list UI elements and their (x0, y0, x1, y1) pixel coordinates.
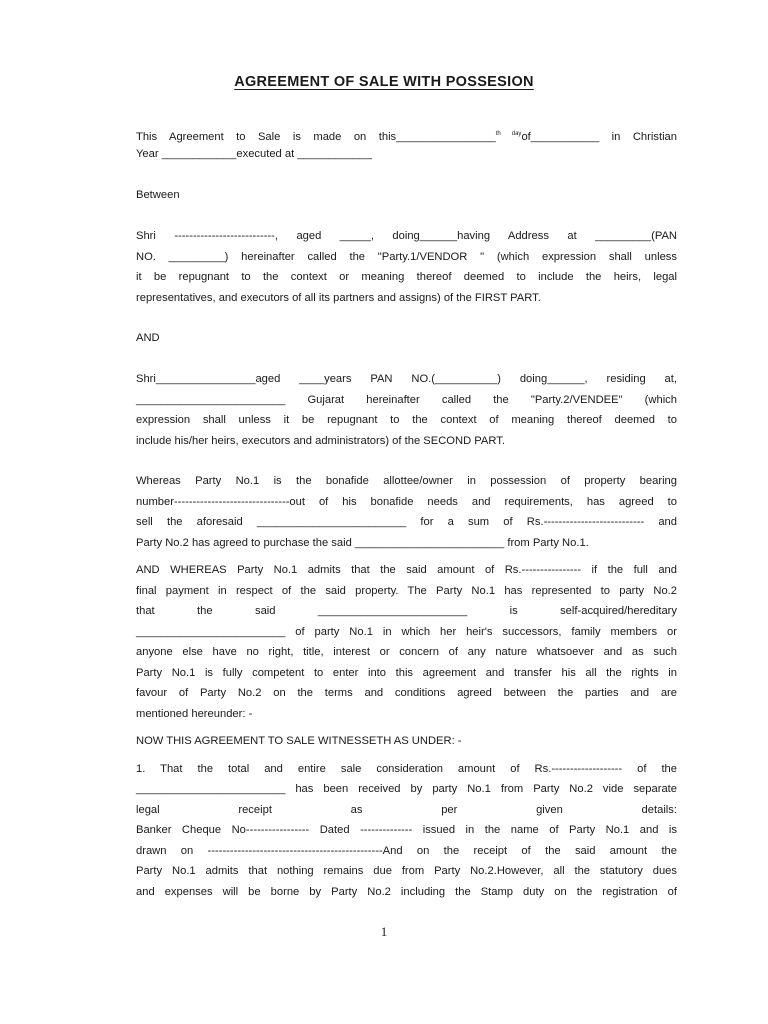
whereas-line-1: Whereas Party No.1 is the bonafide allottee/owner in possession of property bearing (136, 475, 677, 487)
whereas-line-3: sell the aforesaid ________________________ for a sum of Rs.--------------------------- and (136, 516, 677, 528)
and-label: AND (136, 332, 160, 344)
intro-line-2: Year ____________executed at ____________ (136, 148, 372, 160)
clause-1-line-4: Banker Cheque No----------------- Dated -------------- issued in the name of Party No.1 and is (136, 824, 677, 836)
clause-1-line-7: and expenses will be borne by Party No.2 including the Stamp duty on the registration of (136, 886, 677, 898)
intro-line-1-superscript: th day (495, 131, 522, 137)
clause-1-line-6: Party No.1 admits that nothing remains due from Party No.2.However, all the statutory dues (136, 865, 677, 877)
whereas-line-2: number-------------------------------out of his bonafide needs and requirements, has agreed to (136, 496, 677, 508)
document-title: AGREEMENT OF SALE WITH POSSESION (234, 74, 534, 90)
clause-1-line-5: drawn on -----------------------------------------------And on the receipt of the said amount the (136, 845, 677, 857)
and-whereas-line-5: anyone else have no right, title, interest or concern of any nature whatsoever and as such (136, 646, 677, 658)
and-whereas-line-7: favour of Party No.2 on the terms and conditions agreed between the parties and are (136, 687, 677, 699)
first-party-line-2: NO. _________) hereinafter called the "Party.1/VENDOR " (which expression shall unless (136, 251, 677, 263)
and-whereas-line-3: that the said ________________________ is self-acquired/hereditary (136, 605, 677, 617)
first-party-line-1: Shri ---------------------------, aged _____, doing______having Address at _________(PAN (136, 230, 677, 242)
and-whereas-line-1: AND WHEREAS Party No.1 admits that the said amount of Rs.---------------- if the full and (136, 564, 677, 576)
whereas-line-4: Party No.2 has agreed to purchase the said ________________________ from Party No.1. (136, 537, 589, 549)
and-whereas-line-8: mentioned hereunder: - (136, 708, 253, 720)
and-whereas-line-6: Party No.1 is fully competent to enter into this agreement and transfer his all the rights in (136, 667, 677, 679)
second-party-line-4: include his/her heirs, executors and administrators) of the SECOND PART. (136, 435, 505, 447)
second-party-line-3: expression shall unless it be repugnant to the context of meaning thereof deemed to (136, 414, 677, 426)
intro-line-1-text: This Agreement to Sale is made on this________________ (136, 131, 496, 143)
second-party-line-2: ________________________ Gujarat hereinafter called the "Party.2/VENDEE" (which (136, 394, 677, 406)
witnesseth-heading: NOW THIS AGREEMENT TO SALE WITNESSETH AS UNDER: - (136, 735, 462, 747)
clause-1-line-1: 1. That the total and entire sale consideration amount of Rs.------------------- of the (136, 763, 677, 775)
and-whereas-line-4: ________________________ of party No.1 in which her heir's successors, family members or (136, 626, 677, 638)
and-whereas-line-2: final payment in respect of the said property. The Party No.1 has represented to party No.2 (136, 585, 677, 597)
intro-line-1 (136, 127, 677, 144)
first-party-line-3: it be repugnant to the context or meaning thereof deemed to include the heirs, legal (136, 271, 677, 283)
between-label: Between (136, 189, 180, 201)
second-party-line-1: Shri________________aged ____years PAN NO.(__________) doing______, residing at, (136, 373, 677, 385)
page-number: 1 (380, 924, 388, 939)
clause-1-line-2: ________________________ has been received by party No.1 from Party No.2 vide separate (136, 783, 677, 795)
intro-line-1-text-end: of___________ in Christian (521, 131, 677, 143)
first-party-line-4: representatives, and executors of all its partners and assigns) of the FIRST PART. (136, 292, 541, 304)
clause-1-line-3: legal receipt as per given details: (136, 804, 677, 816)
